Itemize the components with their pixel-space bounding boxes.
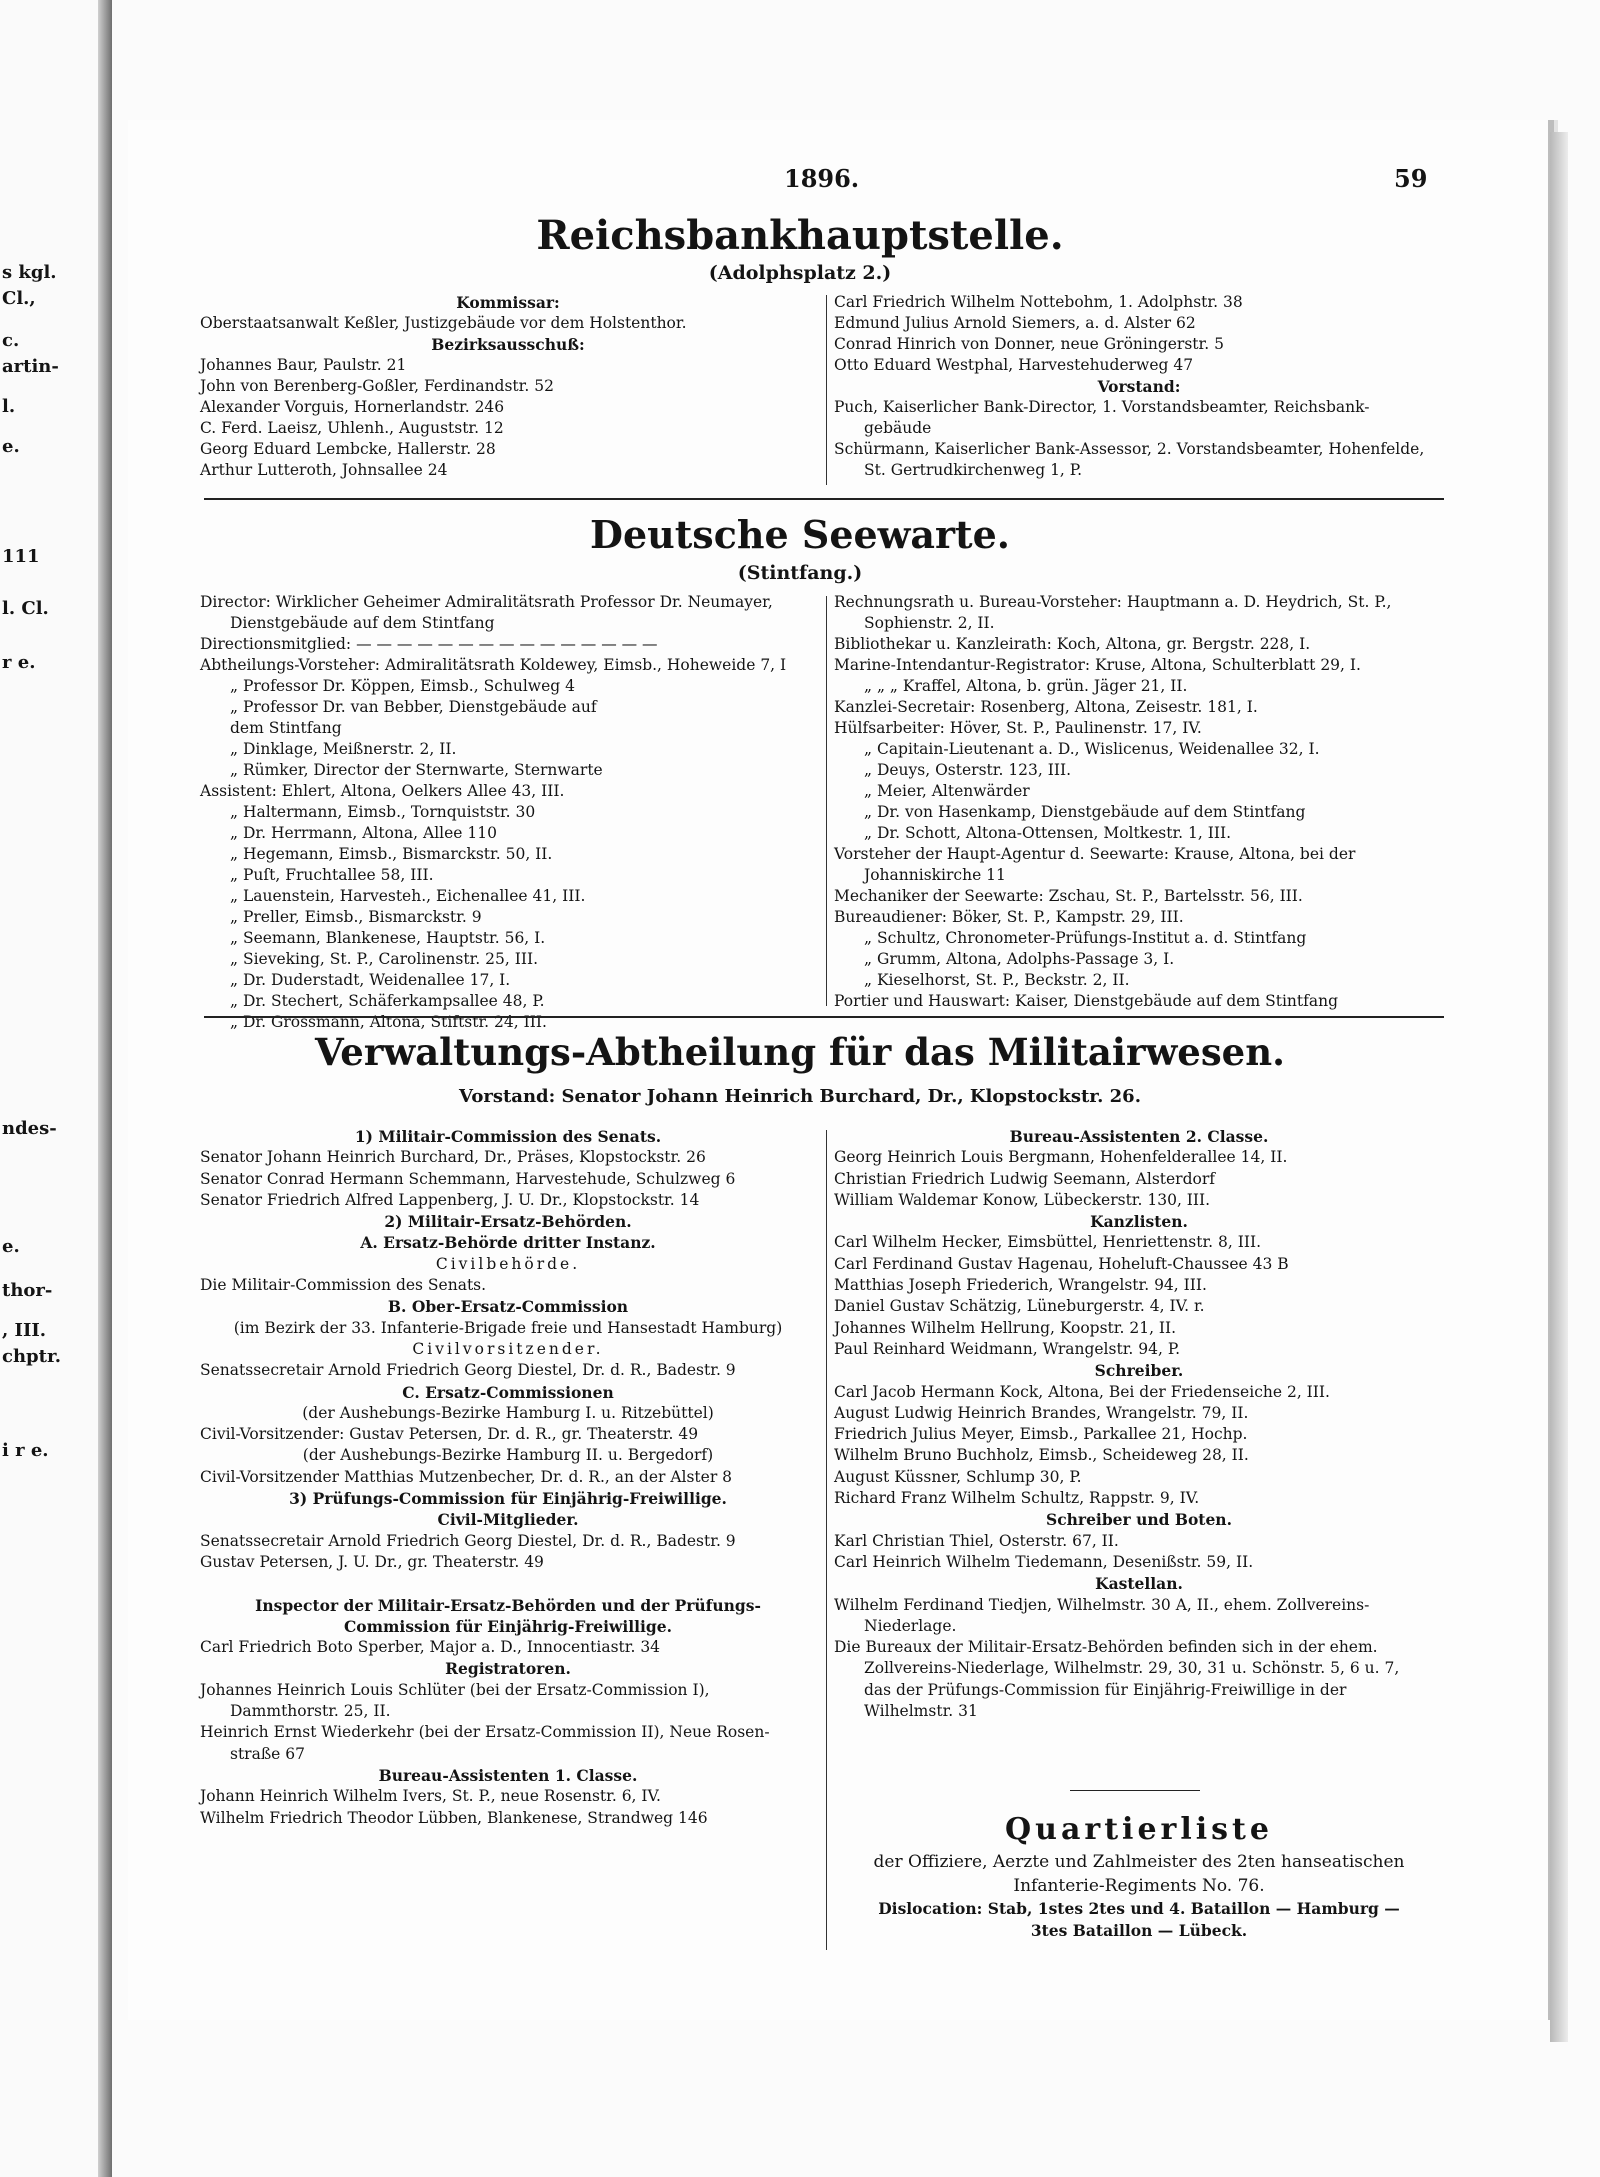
entry-line: Hülfsarbeiter: Höver, St. P., Paulinenstr. 17, IV. [834,719,1202,737]
entry-line: C. Ferd. Laeisz, Uhlenh., Auguststr. 12 [200,419,504,437]
margin-fragment: i r e. [2,1440,49,1461]
reichsbank-right-column [834,292,1444,481]
entry-line: Vorsteher der Haupt-Agentur d. Seewarte: Krause, Altona, bei der [834,845,1356,863]
entry-line: August Küssner, Schlump 30, P. [834,1467,1082,1486]
margin-fragment: , III. [2,1320,47,1341]
entry-line: Alexander Vorguis, Hornerlandstr. 246 [200,398,505,416]
entry-line: Carl Jacob Hermann Kock, Altona, Bei der Friedenseiche 2, III. [834,1382,1330,1401]
entry-line: Die Militair-Commission des Senats. [200,1276,487,1295]
entry-line: Heinrich Ernst Wiederkehr (bei der Ersatz-Commission II), Neue Rosen- [200,1723,770,1742]
margin-fragment: c. [2,330,20,351]
entry-line: Senatssecretair Arnold Friedrich Georg Diestel, Dr. d. R., Badestr. 9 [200,1531,736,1550]
entry-line: „ Puſt, Fruchtallee 58, III. [230,866,434,884]
entry-line: Carl Friedrich Wilhelm Nottebohm, 1. Adolphstr. 38 [834,293,1243,311]
margin-fragment: artin- [2,356,59,377]
entry-line: Director: Wirklicher Geheimer Admiralitätsrath Professor Dr. Neumayer, [200,593,773,611]
entry-line: das der Prüfungs-Commission für Einjährig-Freiwillige in der [864,1680,1347,1699]
section-rule [204,498,1444,500]
entry-line: „ Meier, Altenwärder [864,782,1030,800]
entry-line: „ Rümker, Director der Sternwarte, Sternwarte [230,761,603,779]
subsection-heading: A. Ersatz-Behörde dritter Instanz. [360,1233,656,1253]
entry-line: (der Aushebungs-Bezirke Hamburg I. u. Ritzebüttel) [302,1403,714,1422]
militair-left-column [200,1126,816,1829]
entry-line: Portier und Hauswart: Kaiser, Dienstgebäude auf dem Stintfang [834,992,1338,1010]
entry-line: „ Dr. Duderstadt, Weidenallee 17, I. [230,971,511,989]
entry-line: Rechnungsrath u. Bureau-Vorsteher: Hauptmann a. D. Heydrich, St. P., [834,593,1392,611]
entry-line: Wilhelm Friedrich Theodor Lübben, Blankenese, Strandweg 146 [200,1808,708,1827]
quartierliste-block [834,1810,1444,1942]
margin-fragment: ndes- [2,1118,57,1139]
entry-line: Arthur Lutteroth, Johnsallee 24 [200,461,448,479]
margin-fragment: chptr. [2,1346,62,1367]
entry-line: „ Grumm, Altona, Adolphs-Passage 3, I. [864,950,1175,968]
entry-line: „ Professor Dr. Köppen, Eimsb., Schulweg 4 [230,677,575,695]
entry-line: Daniel Gustav Schätzig, Lüneburgerstr. 4, IV. r. [834,1297,1205,1316]
quartierliste-line: Infanterie-Regiments No. 76. [1013,1876,1265,1896]
entry-line: Sophienstr. 2, II. [864,614,995,632]
entry-line: Wilhelm Bruno Buchholz, Eimsb., Scheideweg 28, II. [834,1446,1249,1465]
entry-line: Bureaudiener: Böker, St. P., Kampstr. 29, III. [834,908,1184,926]
entry-line: Richard Franz Wilhelm Schultz, Rappstr. 9, IV. [834,1489,1200,1508]
entry-line: Senator Johann Heinrich Burchard, Dr., Präses, Klopstockstr. 26 [200,1148,706,1167]
militair-vorstand: Vorstand: Senator Johann Heinrich Burchard, Dr., Klopstockstr. 26. [459,1086,1141,1107]
short-rule [1070,1790,1200,1791]
entry-line: Assistent: Ehlert, Altona, Oelkers Allee 43, III. [200,782,565,800]
entry-line: Wilhelmstr. 31 [864,1702,978,1721]
entry-line: „ Dr. Grossmann, Altona, Stiftstr. 24, III. [230,1013,547,1031]
page-year: 1896. [784,164,860,193]
entry-line: John von Berenberg-Goßler, Ferdinandstr. 52 [200,377,554,395]
margin-fragment: e. [2,436,20,457]
subsection-heading: Bureau-Assistenten 2. Classe. [1009,1127,1269,1146]
subsection-heading: Bezirksausschuß: [431,335,585,354]
subsection-heading: Schreiber und Boten. [1046,1510,1232,1530]
entry-line: Civilvorsitzender. [412,1339,604,1358]
entry-line: Christian Friedrich Ludwig Seemann, Alsterdorf [834,1169,1215,1188]
margin-fragment: 111 [2,546,40,567]
entry-line: Dammthorstr. 25, II. [230,1702,391,1721]
margin-fragment: thor- [2,1280,53,1301]
entry-line: Civil-Vorsitzender Matthias Mutzenbecher, Dr. d. R., an der Alster 8 [200,1467,733,1486]
entry-line: Johannes Wilhelm Hellrung, Koopstr. 21, II. [834,1318,1177,1337]
entry-line: Gustav Petersen, J. U. Dr., gr. Theaterstr. 49 [200,1552,544,1571]
entry-line: „ Sieveking, St. P., Carolinenstr. 25, III. [230,950,539,968]
section-rule [204,1016,1444,1018]
entry-line: „ Kieselhorst, St. P., Beckstr. 2, II. [864,971,1130,989]
entry-line: Senatssecretair Arnold Friedrich Georg Diestel, Dr. d. R., Badestr. 9 [200,1361,736,1380]
entry-line: Johann Heinrich Wilhelm Ivers, St. P., neue Rosenstr. 6, IV. [200,1787,661,1806]
entry-line: Georg Eduard Lembcke, Hallerstr. 28 [200,440,496,458]
entry-line: Schürmann, Kaiserlicher Bank-Assessor, 2. Vorstandsbeamter, Hohenfelde, [834,440,1425,458]
entry-line: Die Bureaux der Militair-Ersatz-Behörden befinden sich in der ehem. [834,1638,1378,1657]
subsection-heading: Inspector der Militair-Ersatz-Behörden und der Prüfungs- [255,1595,761,1615]
entry-line: „ Hegemann, Eimsb., Bismarckstr. 50, II. [230,845,553,863]
reichsbank-address: (Adolphsplatz 2.) [708,262,892,284]
page-number: 59 [1394,164,1428,193]
entry-line: „ „ „ Kraffel, Altona, b. grün. Jäger 21, II. [864,677,1188,695]
entry-line: „ Dr. Herrmann, Altona, Allee 110 [230,824,497,842]
entry-line: Carl Heinrich Wilhelm Tiedemann, Desenißstr. 59, II. [834,1552,1254,1571]
subsection-heading: Registratoren. [445,1659,571,1679]
entry-line: (im Bezirk der 33. Infanterie-Brigade freie und Hansestadt Hamburg) [233,1318,783,1337]
entry-line: Niederlage. [864,1616,957,1635]
entry-line: „ Haltermann, Eimsb., Tornquiststr. 30 [230,803,536,821]
subsection-heading: Schreiber. [1094,1361,1184,1381]
entry-line: August Ludwig Heinrich Brandes, Wrangelstr. 79, II. [834,1403,1249,1422]
seewarte-address: (Stintfang.) [737,562,863,584]
entry-line: Karl Christian Thiel, Osterstr. 67, II. [834,1531,1119,1550]
column-divider [826,295,827,485]
entry-line: Kanzlei-Secretair: Rosenberg, Altona, Zeisestr. 181, I. [834,698,1258,716]
margin-fragment: r e. [2,652,36,673]
column-divider [826,596,827,1006]
entry-line: Matthias Joseph Friederich, Wrangelstr. 94, III. [834,1276,1207,1295]
entry-line: Senator Conrad Hermann Schemmann, Harvestehude, Schulzweg 6 [200,1169,736,1188]
entry-line: „ Lauenstein, Harvesteh., Eichenallee 41, III. [230,887,586,905]
entry-line: Johannes Heinrich Louis Schlüter (bei der Ersatz-Commission I), [200,1680,710,1699]
entry-line: Georg Heinrich Louis Bergmann, Hohenfelderallee 14, II. [834,1148,1288,1167]
entry-line: Johanniskirche 11 [864,866,1006,884]
subsection-heading: Civil-Mitglieder. [437,1510,579,1530]
entry-line: Friedrich Julius Meyer, Eimsb., Parkallee 21, Hochp. [834,1425,1248,1444]
entry-line: Wilhelm Ferdinand Tiedjen, Wilhelmstr. 30 A, II., ehem. Zollvereins- [834,1595,1370,1614]
subsection-heading: Commission für Einjährig-Freiwillige. [343,1616,673,1636]
entry-line: „ Preller, Eimsb., Bismarckstr. 9 [230,908,482,926]
entry-line: Carl Wilhelm Hecker, Eimsbüttel, Henriettenstr. 8, III. [834,1233,1262,1252]
entry-line: (der Aushebungs-Bezirke Hamburg II. u. Bergedorf) [302,1446,714,1465]
entry-line: „ Deuys, Osterstr. 123, III. [864,761,1072,779]
entry-line: „ Dr. Schott, Altona-Ottensen, Moltkestr. 1, III. [864,824,1232,842]
entry-line: straße 67 [230,1744,306,1763]
subsection-heading: C. Ersatz-Commissionen [402,1382,614,1402]
subsection-heading: B. Ober-Ersatz-Commission [387,1297,629,1317]
entry-line: Bibliothekar u. Kanzleirath: Koch, Altona, gr. Bergstr. 228, I. [834,635,1311,653]
entry-line: St. Gertrudkirchenweg 1, P. [864,461,1083,479]
reichsbank-left-column [200,292,816,481]
section-title-seewarte: Deutsche Seewarte. [590,512,1010,557]
entry-line: gebäude [864,419,932,437]
quartierliste-dislocation: Dislocation: Stab, 1stes 2tes und 4. Bataillon — Hamburg — [878,1899,1400,1918]
entry-line: Carl Ferdinand Gustav Hagenau, Hoheluft-Chaussee 43 B [834,1254,1289,1273]
quartierliste-line: der Offiziere, Aerzte und Zahlmeister des 2ten hanseatischen [873,1852,1405,1872]
entry-line: Oberstaatsanwalt Keßler, Justizgebäude vor dem Holstenthor. [200,314,687,332]
margin-fragment: s kgl. [2,262,57,283]
margin-fragment: Cl., [2,288,36,309]
subsection-heading: 1) Militair-Commission des Senats. [354,1127,662,1146]
entry-line: Johannes Baur, Paulstr. 21 [200,356,407,374]
margin-fragment: l. Cl. [2,598,49,619]
margin-fragment: e. [2,1236,20,1257]
margin-fragment: l. [2,396,16,417]
entry-line: Puch, Kaiserlicher Bank-Director, 1. Vorstandsbeamter, Reichsbank- [834,398,1370,416]
entry-line: Mechaniker der Seewarte: Zschau, St. P., Bartelsstr. 56, III. [834,887,1303,905]
entry-line: Abtheilungs-Vorsteher: Admiralitätsrath Koldewey, Eimsb., Hoheweide 7, I [200,656,787,674]
entry-line: Zollvereins-Niederlage, Wilhelmstr. 29, 30, 31 u. Schönstr. 5, 6 u. 7, [864,1659,1400,1678]
entry-line: „ Schultz, Chronometer-Prüfungs-Institut a. d. Stintfang [864,929,1307,947]
subsection-heading: Kommissar: [456,293,560,312]
column-divider [826,1130,827,1950]
militair-right-column [834,1126,1444,1722]
seewarte-right-column [834,592,1444,1012]
entry-line: „ Dr. Stechert, Schäferkampsallee 48, P. [230,992,545,1010]
quartierliste-title: Quartierliste [1005,1812,1273,1847]
entry-line: Civil-Vorsitzender: Gustav Petersen, Dr. d. R., gr. Theaterstr. 49 [200,1425,699,1444]
seewarte-left-column [200,592,816,1033]
entry-line: „ Seemann, Blankenese, Hauptstr. 56, I. [230,929,546,947]
entry-line [200,1573,816,1594]
entry-line: Otto Eduard Westphal, Harvestehuderweg 47 [834,356,1194,374]
quartierliste-dislocation: 3tes Bataillon — Lübeck. [1030,1921,1248,1940]
entry-line: „ Professor Dr. van Bebber, Dienstgebäude auf [230,698,597,716]
subsection-heading: Vorstand: [1097,377,1181,396]
entry-line: „ Dr. von Hasenkamp, Dienstgebäude auf dem Stintfang [864,803,1306,821]
subsection-heading: Kastellan. [1095,1574,1183,1594]
entry-line: dem Stintfang [230,719,342,737]
subsection-heading: Kanzlisten. [1090,1212,1188,1232]
subsection-heading: Bureau-Assistenten 1. Classe. [378,1765,638,1785]
entry-line: „ Capitain-Lieutenant a. D., Wislicenus, Weidenallee 32, I. [864,740,1320,758]
entry-line: Senator Friedrich Alfred Lappenberg, J. U. Dr., Klopstockstr. 14 [200,1190,700,1209]
entry-line: Marine-Intendantur-Registrator: Kruse, Altona, Schulterblatt 29, I. [834,656,1361,674]
entry-line: Conrad Hinrich von Donner, neue Gröningerstr. 5 [834,335,1224,353]
entry-line: Dienstgebäude auf dem Stintfang [230,614,495,632]
entry-line: Carl Friedrich Boto Sperber, Major a. D., Innocentiastr. 34 [200,1638,661,1657]
entry-line: „ Dinklage, Meißnerstr. 2, II. [230,740,457,758]
entry-line: Civilbehörde. [435,1254,581,1273]
section-title-militair: Verwaltungs-Abtheilung für das Militairwesen. [315,1030,1285,1074]
section-title-reichsbank: Reichsbankhauptstelle. [536,212,1064,259]
subsection-heading: 3) Prüfungs-Commission für Einjährig-Freiwillige. [289,1489,727,1509]
entry-line: William Waldemar Konow, Lübeckerstr. 130, III. [834,1190,1211,1209]
subsection-heading: 2) Militair-Ersatz-Behörden. [384,1212,632,1232]
entry-line: Paul Reinhard Weidmann, Wrangelstr. 94, P. [834,1339,1181,1358]
entry-line: Directionsmitglied: — — — — — — — — — — — — — — — [200,635,658,653]
entry-line: Edmund Julius Arnold Siemers, a. d. Alster 62 [834,314,1196,332]
